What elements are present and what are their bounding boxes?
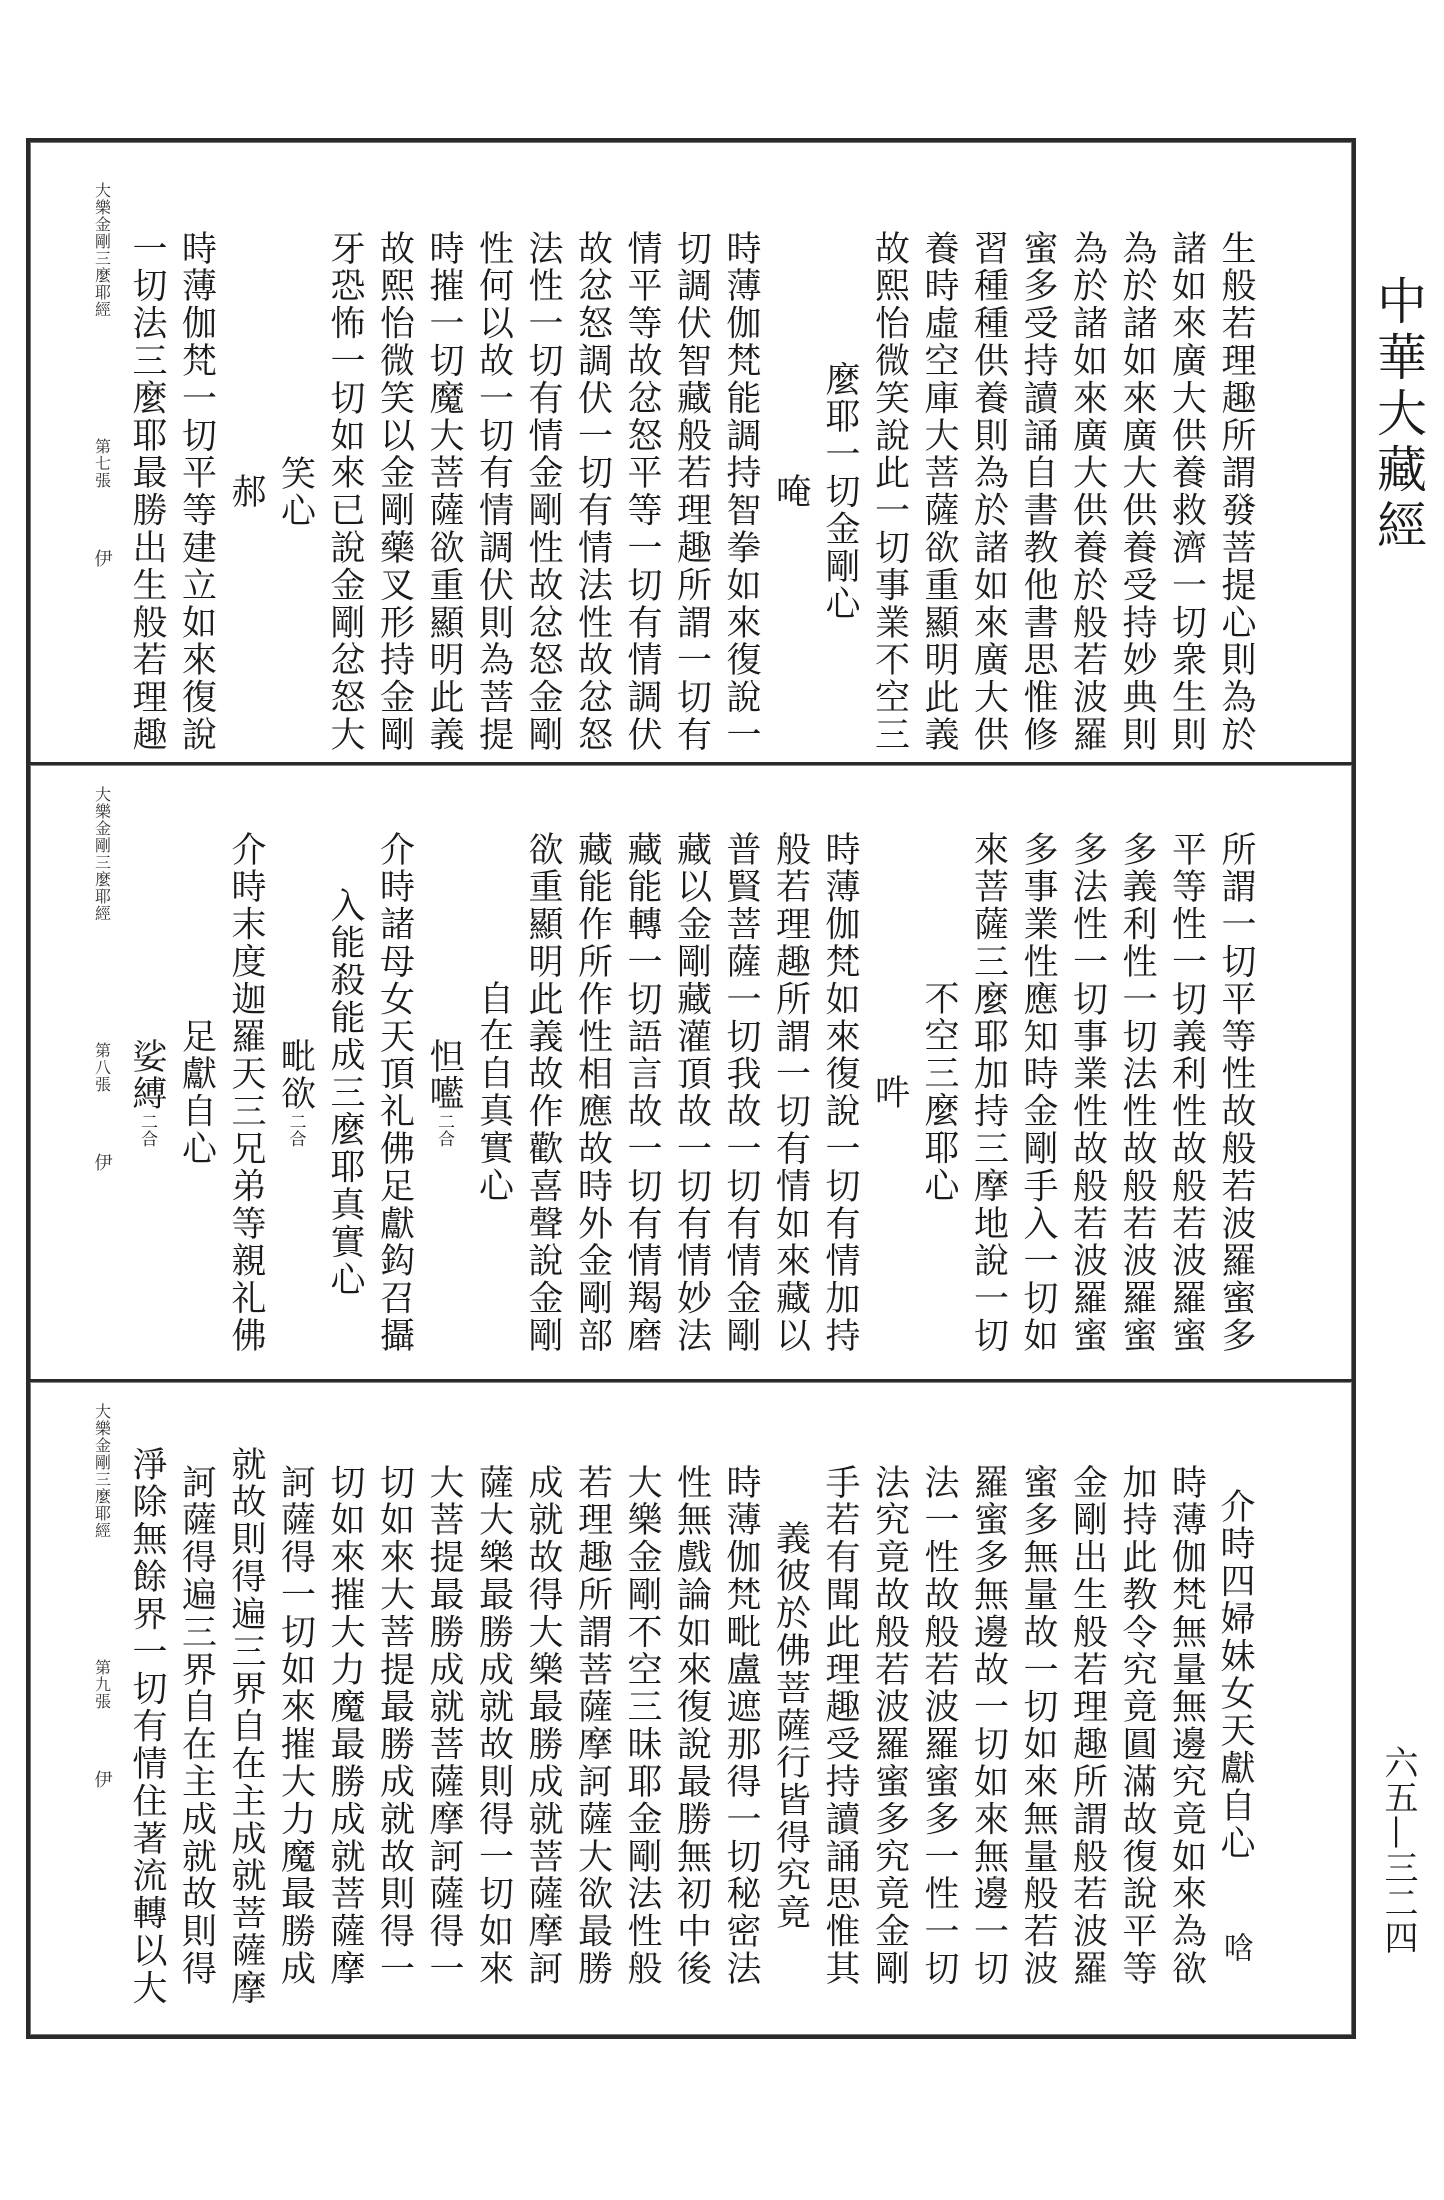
column-text: 蜜多無量故一切如來無量般若波 bbox=[1018, 1464, 1058, 1988]
panel-1-text bbox=[82, 142, 1261, 762]
panel-2 bbox=[30, 766, 1352, 1379]
text-column bbox=[1161, 786, 1211, 1379]
sheet-number: 第七張 bbox=[92, 438, 112, 489]
column-text: 訶薩得遍三界自在主成就故則得 bbox=[176, 1464, 217, 1988]
text-column bbox=[171, 182, 221, 762]
text-column bbox=[518, 182, 568, 762]
text-column bbox=[122, 786, 172, 1379]
panel-1 bbox=[30, 142, 1352, 762]
column-text: 生般若理趣所謂發菩提心則為於 bbox=[1216, 230, 1256, 754]
canon-title: 中華大藏經 bbox=[1369, 275, 1427, 555]
column-text: 切如來大菩提最勝成就故則得一 bbox=[374, 1464, 415, 1988]
column-text: 時摧一切魔大菩薩欲重顯明此義 bbox=[424, 230, 464, 754]
text-column bbox=[1062, 182, 1112, 762]
panel-3 bbox=[30, 1383, 1352, 2029]
column-text: 毗欲 bbox=[275, 1038, 316, 1113]
column-text: 切如來摧大力魔最勝成就菩薩摩 bbox=[325, 1464, 365, 1988]
column-text: 法性一切有情金剛性故忿怒金剛 bbox=[523, 230, 563, 754]
column-text: 切調伏智藏般若理趣所謂一切有 bbox=[671, 230, 712, 754]
column-text: 郝 bbox=[226, 473, 266, 511]
column-text: 大菩提最勝成就菩薩摩訶薩得一 bbox=[424, 1464, 464, 1988]
column-text: 般若理趣所謂一切有情如來藏以 bbox=[770, 830, 811, 1355]
column-text: 多事業性應知時金剛手入一切如 bbox=[1018, 830, 1058, 1355]
sheet-mark: 伊 bbox=[91, 1153, 113, 1172]
text-column bbox=[617, 1403, 667, 2029]
column-text: 法一性故般若波羅蜜多一性一切 bbox=[919, 1464, 959, 1988]
interlinear-note: 二合 bbox=[137, 1112, 157, 1147]
sheet-footer bbox=[82, 182, 122, 762]
text-column bbox=[1211, 182, 1261, 762]
text-column bbox=[765, 1403, 815, 2029]
text-column bbox=[122, 182, 172, 762]
column-text: 大樂金剛不空三昧耶金剛法性般 bbox=[622, 1464, 662, 1988]
column-text: 藏能轉一切語言故一切有情羯磨 bbox=[622, 830, 662, 1355]
text-column bbox=[1112, 182, 1162, 762]
text-column bbox=[1013, 182, 1063, 762]
sheet-number: 第八張 bbox=[92, 1042, 112, 1093]
column-text: 時薄伽梵無量無邊究竟如來為欲 bbox=[1166, 1464, 1207, 1988]
sheet-footer bbox=[82, 786, 122, 1379]
column-text: 若理趣所謂菩薩摩訶薩大欲最勝 bbox=[572, 1464, 613, 1988]
column-text: 自在自真實心 bbox=[473, 980, 514, 1205]
text-column bbox=[617, 786, 667, 1379]
column-text: 羅蜜多無邊故一切如來無邊一切 bbox=[968, 1464, 1009, 1988]
text-column bbox=[1112, 786, 1162, 1379]
column-text: 所謂一切平等性故般若波羅蜜多 bbox=[1216, 830, 1256, 1355]
text-column bbox=[320, 1403, 370, 2029]
text-column bbox=[1112, 1403, 1162, 2029]
column-text: 訶薩得一切如來摧大力魔最勝成 bbox=[275, 1464, 316, 1988]
column-text: 時薄伽梵能調持智拳如來復說一 bbox=[721, 230, 761, 754]
column-text: 多義利性一切法性故般若波羅蜜 bbox=[1117, 830, 1157, 1355]
text-column bbox=[963, 182, 1013, 762]
column-text: 唵 bbox=[770, 473, 811, 511]
column-text: 時薄伽梵如來復說一切有情加持 bbox=[820, 830, 860, 1355]
column-text: 為於諸如來廣大供養於般若波羅 bbox=[1067, 230, 1108, 754]
text-column bbox=[468, 786, 518, 1379]
text-column bbox=[1013, 786, 1063, 1379]
text-column bbox=[666, 182, 716, 762]
panel-3-text bbox=[82, 1383, 1261, 2029]
text-column bbox=[864, 786, 914, 1379]
sutra-title: 大樂金剛三麼耶經 bbox=[92, 786, 112, 922]
column-text: 義彼於佛菩薩行皆得究竟 bbox=[770, 1520, 811, 1932]
text-column bbox=[1062, 786, 1112, 1379]
text-column bbox=[518, 1403, 568, 2029]
column-text: 故熙怡微笑以金剛藥叉形持金剛 bbox=[374, 230, 415, 754]
column-text: 入能殺能成三麼耶真實心 bbox=[325, 886, 365, 1299]
text-column bbox=[1013, 1403, 1063, 2029]
column-text: 平等性一切義利性故般若波羅蜜 bbox=[1166, 830, 1207, 1355]
column-text: 足獻自心 bbox=[176, 1017, 217, 1168]
column-text: 諸如來廣大供養救濟一切衆生則 bbox=[1166, 230, 1207, 754]
text-column bbox=[221, 786, 271, 1379]
text-column bbox=[1161, 182, 1211, 762]
text-column bbox=[270, 182, 320, 762]
column-text: 多法性一切事業性故般若波羅蜜 bbox=[1067, 830, 1108, 1355]
text-column bbox=[221, 182, 271, 762]
text-column bbox=[963, 1403, 1013, 2029]
column-text: 薩大樂最勝成就故則得一切如來 bbox=[473, 1464, 514, 1988]
column-text: 就故則得遍三界自在主成就菩薩摩 bbox=[226, 1445, 266, 2007]
column-text: 藏以金剛藏灌頂故一切有情妙法 bbox=[671, 830, 712, 1355]
text-column bbox=[765, 786, 815, 1379]
text-column bbox=[914, 1403, 964, 2029]
text-column bbox=[369, 1403, 419, 2029]
text-column bbox=[369, 786, 419, 1379]
page-number: 六五—三二四 bbox=[1378, 1745, 1418, 1955]
text-column bbox=[270, 786, 320, 1379]
text-column bbox=[815, 786, 865, 1379]
column-text: 介時諸母女天頂礼佛足獻鈎召攝 bbox=[374, 830, 415, 1355]
column-text: 時薄伽梵毗盧遮那得一切秘密法 bbox=[721, 1464, 761, 1988]
column-text: 蜜多受持讀誦自書教他書思惟修 bbox=[1018, 230, 1058, 754]
column-text: 笑心 bbox=[275, 454, 316, 530]
sheet-mark: 伊 bbox=[91, 1770, 113, 1789]
sheet-footer bbox=[82, 1403, 122, 2029]
column-text: 麼耶一切金剛心 bbox=[820, 361, 860, 623]
text-column bbox=[122, 1403, 172, 2029]
text-column bbox=[1161, 1403, 1211, 2029]
column-text: 為於諸如來廣大供養受持妙典則 bbox=[1117, 230, 1157, 754]
column-text: 淨除無餘界一切有情住著流轉以大 bbox=[127, 1445, 167, 2007]
column-text: 手若有聞此理趣受持讀誦思惟其 bbox=[820, 1464, 860, 1988]
column-text: 介時末度迦羅天三兄弟等親礼佛 bbox=[226, 830, 266, 1355]
column-text: 成就故得大樂最勝成就菩薩摩訶 bbox=[523, 1464, 563, 1988]
text-column bbox=[419, 182, 469, 762]
text-column bbox=[864, 182, 914, 762]
text-column bbox=[914, 182, 964, 762]
column-text: 法究竟故般若波羅蜜多究竟金剛 bbox=[869, 1464, 910, 1988]
column-text: 性無戲論如來復說最勝無初中後 bbox=[671, 1464, 712, 1988]
column-text: 吽 bbox=[869, 1073, 910, 1112]
column-text: 欲重顯明此義故作歡喜聲說金剛 bbox=[523, 830, 563, 1355]
column-text: 情平等故忿怒平等一切有情調伏 bbox=[622, 230, 662, 754]
column-text: 介時四婦妹女天獻自心 bbox=[1215, 1487, 1255, 1862]
text-column bbox=[1062, 1403, 1112, 2029]
column-text: 金剛出生般若理趣所謂般若波羅 bbox=[1067, 1464, 1108, 1988]
text-column bbox=[270, 1403, 320, 2029]
column-text: 養時虛空庫大菩薩欲重顯明此義 bbox=[919, 230, 959, 754]
column-text: 牙恐怖一切如來已說金剛忿怒大 bbox=[325, 230, 365, 754]
text-column bbox=[666, 1403, 716, 2029]
text-column bbox=[666, 786, 716, 1379]
text-column bbox=[815, 1403, 865, 2029]
interlinear-note: 二合 bbox=[285, 1112, 306, 1147]
text-column bbox=[914, 786, 964, 1379]
column-text: 習種種供養則為於諸如來廣大供 bbox=[968, 230, 1009, 754]
text-column bbox=[617, 182, 667, 762]
text-column bbox=[815, 182, 865, 762]
sutra-title: 大樂金剛三麼耶經 bbox=[92, 1403, 112, 1539]
text-column bbox=[1211, 1403, 1261, 2029]
column-text: 怛㘕 bbox=[424, 1038, 464, 1113]
text-column bbox=[567, 786, 617, 1379]
text-column bbox=[716, 786, 766, 1379]
text-column bbox=[1211, 786, 1261, 1379]
column-text: 不空三麼耶心 bbox=[919, 980, 959, 1205]
column-text: 一切法三麼耶最勝出生般若理趣 bbox=[127, 230, 167, 754]
sheet-number: 第九張 bbox=[92, 1659, 112, 1710]
panel-2-text bbox=[82, 766, 1261, 1379]
text-column bbox=[567, 1403, 617, 2029]
sheet-mark: 伊 bbox=[91, 549, 113, 568]
text-column bbox=[221, 1403, 271, 2029]
column-text: 普賢菩薩一切我故一切有情金剛 bbox=[721, 830, 761, 1355]
text-column bbox=[864, 1403, 914, 2029]
text-column bbox=[171, 786, 221, 1379]
text-column bbox=[716, 182, 766, 762]
mantra-syllable: 唅 bbox=[1218, 1931, 1253, 1965]
column-text: 時薄伽梵一切平等建立如來復說 bbox=[176, 230, 217, 754]
text-column bbox=[419, 1403, 469, 2029]
column-text: 性何以故一切有情調伏則為菩提 bbox=[473, 230, 514, 754]
text-column bbox=[716, 1403, 766, 2029]
sutra-title: 大樂金剛三麼耶經 bbox=[92, 182, 112, 318]
column-text: 故熙怡微笑說此一切事業不空三 bbox=[869, 230, 910, 754]
text-column bbox=[171, 1403, 221, 2029]
column-text: 藏能作所作性相應故時外金剛部 bbox=[572, 830, 613, 1355]
text-column bbox=[468, 182, 518, 762]
text-column bbox=[765, 182, 815, 762]
text-column bbox=[320, 786, 370, 1379]
column-text: 加持此教令究竟圓滿故復說平等 bbox=[1117, 1464, 1157, 1988]
interlinear-note: 二合 bbox=[434, 1112, 454, 1147]
text-column bbox=[369, 182, 419, 762]
column-text: 故忿怒調伏一切有情法性故忿怒 bbox=[572, 230, 613, 754]
text-column bbox=[419, 786, 469, 1379]
text-column bbox=[320, 182, 370, 762]
text-column bbox=[468, 1403, 518, 2029]
text-column bbox=[963, 786, 1013, 1379]
column-text: 娑縛 bbox=[127, 1038, 167, 1113]
text-column bbox=[518, 786, 568, 1379]
column-text: 來菩薩三麼耶加持三摩地說一切 bbox=[968, 830, 1009, 1355]
text-column bbox=[567, 182, 617, 762]
